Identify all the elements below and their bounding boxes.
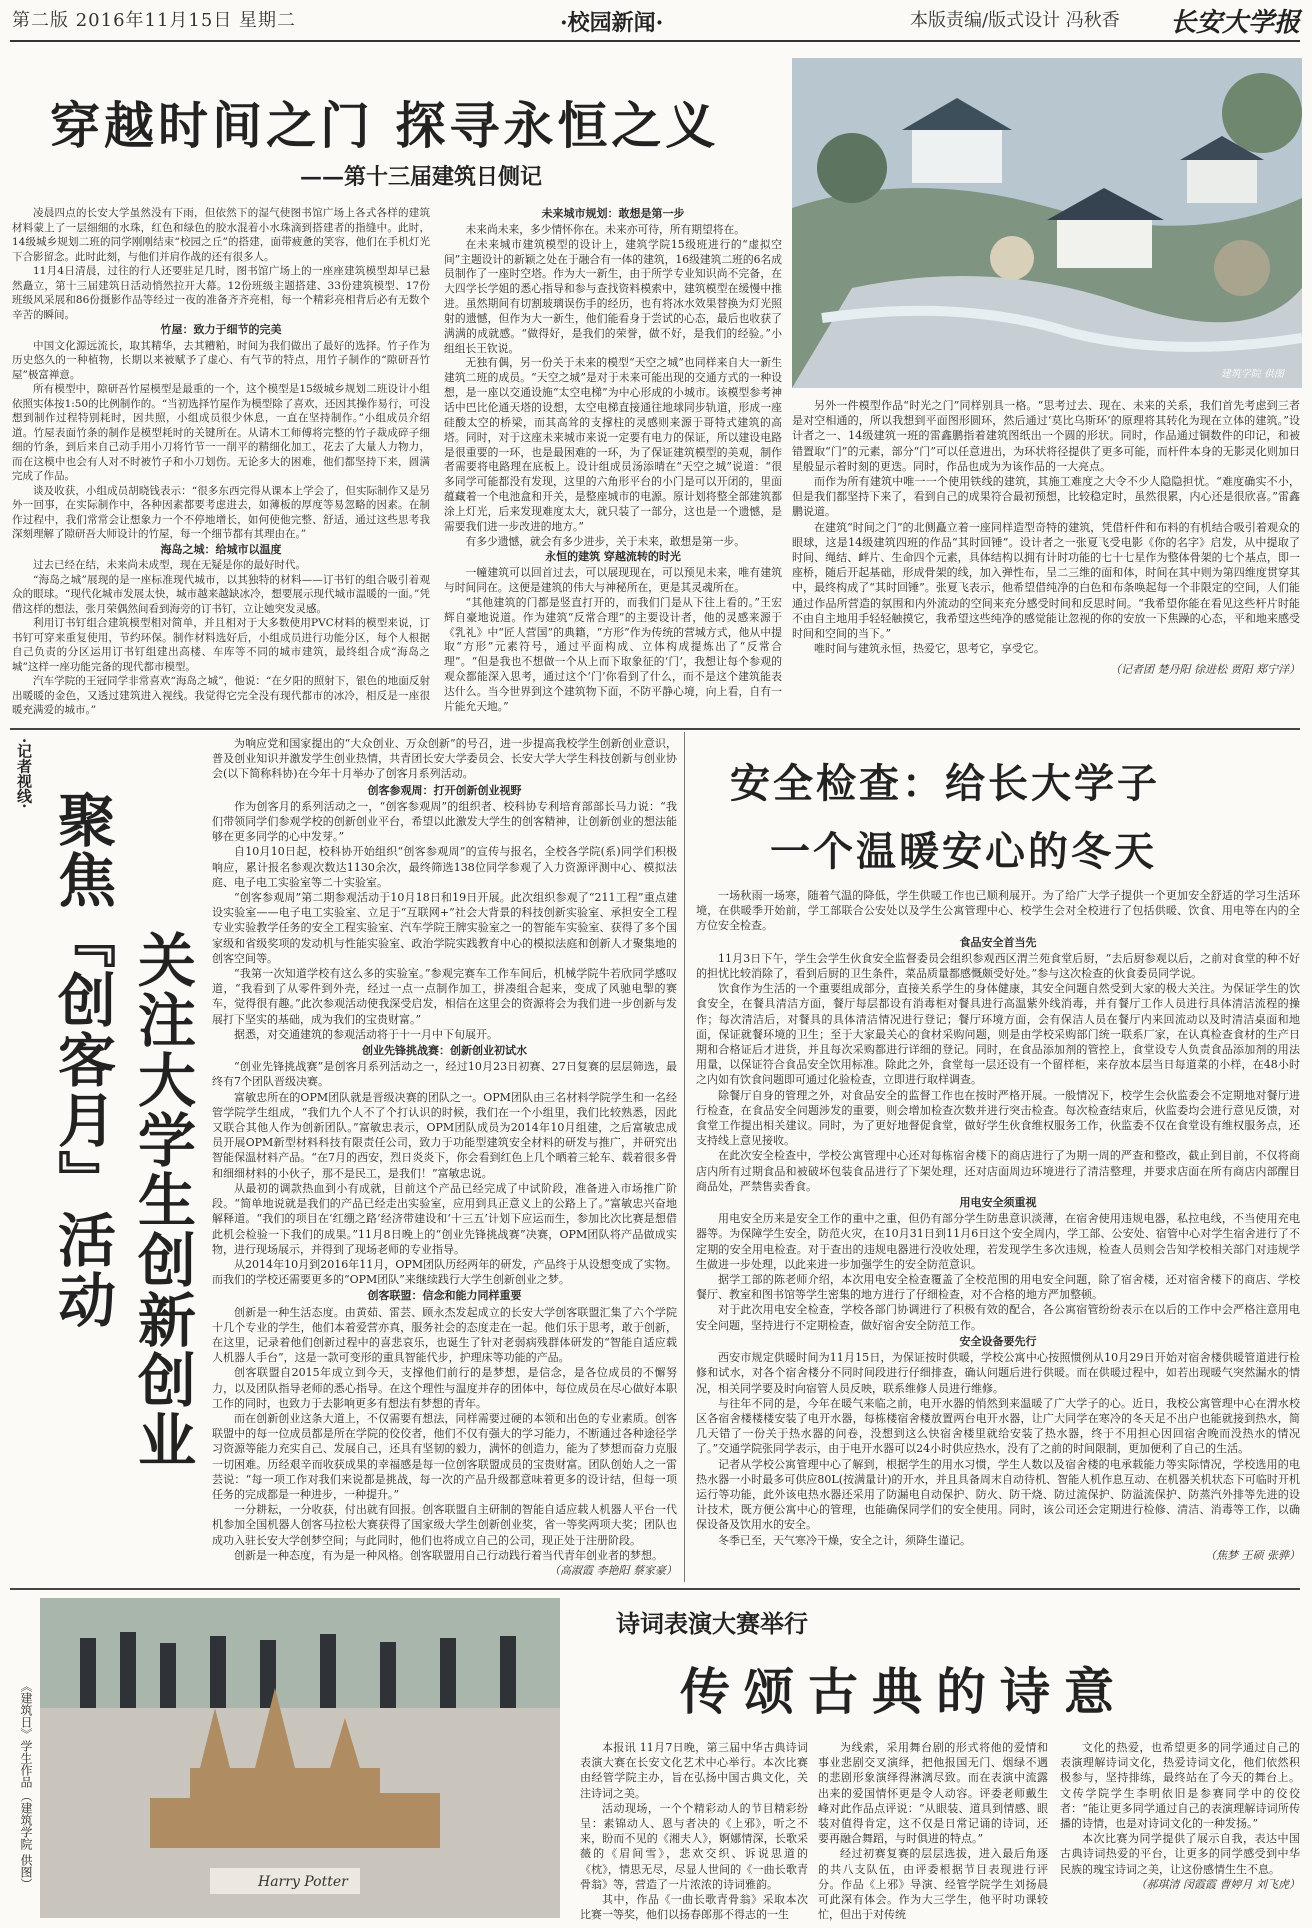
article3-title-line1: 安全检查：给长大学子 xyxy=(730,761,1160,807)
subheading: 永恒的建筑 穿越流转的时光 xyxy=(545,550,681,564)
paragraph: 汽车学院的王冠同学非常喜欢“海岛之城”，他说：“在夕阳的照射下，银色的地面反射出暖暖的金色，又透过建筑进入视线。我觉得它完全没有现代都市的冰冷，相反是一座很暖充满爱的城市。” xyxy=(12,675,430,716)
subheading: 食品安全首当先 xyxy=(959,935,1037,949)
paragraph: 凌晨四点的长安大学虽然没有下雨，但依然下的湿气使图书馆广场上各式各样的建筑材料蒙上了一层细细的水珠，红色和绿色的胶水混着小水珠滴到搭建者的指缝中。此时，14级城乡规划二班的同学刚刚结束“校园之丘”的搭建，面带疲惫的笑容，他们在手机灯光下合影留念。此时此刻，与他们并肩作战的还有很多人。 xyxy=(12,207,430,263)
paragraph: 冬季已至，天气寒冷干燥，安全之计，须降生谨记。 xyxy=(718,1533,971,1547)
paragraph: 用电安全历来是安全工作的重中之重，但仍有部分学生防患意识淡薄，在宿舍使用违规电器，私拉电线，不当使用充电器等。为保障学生安全，防范火灾，在10月31日到11月6日这个安全周内，学工部、公安处、宿管中心对学生宿舍进行了不定期的安全用电检查。对于查出的违规电器进行没收处理，若发现学生多次违规，检查人员则会告知学校相关部门对违规学生做进一步处理，以此来进一步加强学生的安全防范意识。 xyxy=(696,1212,1300,1271)
paragraph: 11月4日清晨，过往的行人还要驻足几时，图书馆广场上的一座座建筑模型却早已悬然矗立，第十三届建筑日活动悄然拉开大幕。12份班级主题搭建、33份建筑模型、17份班级风采展和86份摄影作品等经过一夜的准备齐齐亮相，每一个精彩亮相背后必有无数个辛苦的瞬间。 xyxy=(12,265,430,321)
paragraph: 创新是一种态度，有为是一种风格。创客联盟用自己行动践行着当代青年创业者的梦想。 xyxy=(234,1548,663,1562)
paragraph: 无独有偶，另一份关于未来的模型“天空之城”也同样来自大一新生建筑二班的成员。“天空之城”是对于未来可能出现的交通方式的一种设想，是一座以交通设施“太空电梯”为中心形成的小城市。该模型参考神话中巴比伦通天塔的设想，太空电梯直接通往地球同步轨道，形成一座硅酸太空的桥梁，而其高耸的支撑柱的灵感则来源于哥特式建筑的高塔。同时，对于这座未来城市来说一定要有电力的保证，所以建设电路是很重要的一环，也是最困难的一环，为了保证建筑模型的美观，制作者需要将电路理在底板上。设计组成员汤添晴在“天空之城”说道：“很多同学可能都没有发现，这里的六角形平台的小门是可以开闭的，里面蕴藏着一个电池盒和开关，是整座城市的电源。原计划将整全部建筑都涂上灯光，后来发现难度太大，就只装了一部分，这也是一个遗憾，是需要我们进一步改进的地方。” xyxy=(444,356,782,533)
article4-byline: （郝琪清 闵霞霞 曹婷月 刘飞虎） xyxy=(1135,1877,1300,1891)
paragraph: 据学工部的陈老师介绍，本次用电安全检查覆盖了全校范围的用电安全问题，除了宿舍楼，还对宿舍楼下的商店、学校餐厅、教室和图书馆等学生密集的地方进行了仔细检查，对不合格的地方严加整顿。 xyxy=(696,1273,1300,1302)
paragraph: 创新是一种生活态度。由黄茹、雷芸、顾永杰发起成立的长安大学创客联盟汇集了六个学院十几个专业的学生，他们本着爱营亦真，服务社会的态度走在一起。他们乐于思考，敢于创新，在这里，记录着他们创新过程中的喜悲哀乐，也诞生了针对老弱病残群体研发的“智能自适应载人机器人手台”，这是一款可变形的重具智能代步，护理床等功能的产品。 xyxy=(212,1305,677,1365)
paper-logo: 长安大学报 xyxy=(1170,8,1301,38)
paragraph: 活动现场，一个个精彩动人的节目精彩纷呈：素锦动人、恩与者决的《上邪》，听之不来，盼而不见的《湘夫人》，婀娜情深，长歌采薇的《眉间雪》，悲欢交织、诉说思道的《枕》，情思无尽，尽显人世间的《一曲长歌青骨翁》等，营造了一片浓浓的诗词雅韵。 xyxy=(580,1801,808,1891)
article1-col2 xyxy=(444,206,782,715)
column-divider xyxy=(684,732,685,1582)
paragraph: “我第一次知道学校有这么多的实验室。”参观完赛车工作车间后，机械学院牛若欣同学感叹道，“我看到了从零件到外壳，经过一点一点制作加工，拼凑组合起来，变成了风驰电掣的赛车，觉得很有趣。”此次参观活动使我深受启发，相信在这里会的资源将会为我们进一步创新与发展打下坚实的基础，成为我们的宝贵财富。” xyxy=(212,967,677,1026)
paragraph: 记者从学校公寓管理中心了解到，根据学生的用水习惯，学生人数以及宿舍楼的电承载能力等实际情况，学校选用的电热水器一小时最多可供应80L(按满量计)的开水，并且具备周末自动待机、智能人机作息互动、在机器关机状态下可临时开机运行等功能，此外该电热水器还采用了防漏电自动保护、防火、防干烧、防过流保护、防溢流保护、防蒸汽外排等先进的设计技术，既方便公寓中心的管理，也能确保同学们的安全使用。同时，该公司还会定期进行检修、清洁、消毒等工作，以确保设备及饮用水的安全。 xyxy=(696,1457,1300,1532)
model-village-photo xyxy=(792,58,1302,388)
subheading: 安全设备要先行 xyxy=(959,1334,1037,1348)
article2-kicker: ·记者视线· xyxy=(15,738,33,809)
paragraph: 据悉，对交通建筑的参观活动将于十一月中下旬展开。 xyxy=(234,1027,498,1041)
article1-subtitle: ——第十三届建筑日侧记 xyxy=(300,164,543,190)
subheading: 未来城市规划：敢想是第一步 xyxy=(541,207,685,220)
paragraph: 从2014年10月到2016年11月，OPM团队历经两年的研发，产品终于从设想变成了实物。而我们的学校还需要更多的“OPM团队”来继续践行大学生创新创业之梦。 xyxy=(212,1257,677,1287)
paragraph: 经过初赛复赛的层层选拔，进入最后角逐的共八支队伍，由评委根据节目表现进行评分。作品《上邪》导演、经管学院学生刘扬晨可此深有体会。作为大三学生，他平时功课较忙，但出于对传统 xyxy=(818,1847,1048,1922)
paragraph: 所有模型中，隙研吾竹屋模型是最重的一个，这个模型是15级城乡规划二班设计小组依照实体按1:50的比例制作的。“当初选择竹屋作为模型除了喜欢，还因其操作易行，可没想到制作过程特别耗时，因共照，小组成员很少休息，一直在坚持制作。”小组成员介绍道。竹屋表面竹条的制作是模型耗时的关键所在。从请木工师傅将完整的竹子裁成碎子细细的竹条，到后来自己动手用小刀将竹节一一削平的精细化加工，花去了大量人力物力，而在这模中也会有人对不时被竹子和小刀划伤。无论多大的困难，他们都坚持下来，圆满完成了作品。 xyxy=(12,383,430,482)
paragraph: 另外一件模型作品“时光之门”同样别具一格。“思考过去、现在、未来的关系，我们首先考虑到三者是对空相通的，所以我想到平面图形圆环，然后通过‘莫比乌斯环’的原理将其转化为现在立体的建筑。”设计者之一、14级建筑一班的雷鑫鹏指着建筑图纸出一个圆的形状。同时，作品通过铜数件的印记，和被错置取“门”的元素，部分“门”可以任意进出，为环状将径提供了更多可能，而杆件本身的无影灵化则加日星般显示着时刻的更迭。同时，作品也成为为该作品的一大亮点。 xyxy=(792,399,1300,473)
edition-line: 第二版 2016年11月15日 星期二 xyxy=(12,10,297,31)
article4-col1 xyxy=(580,1740,808,1922)
paragraph: “创客参观周”第二期参观活动于10月18日和19日开展。此次组织参观了“211工程”重点建设实验室——电子电工实验室、立足于“互联网+”社会大背景的科技创新实验室、承担安全工程专业实验教学任务的安全工程实验室、汽车学院王牌实验室之一的智能车实验室、获得了多个国家级和省级奖项的发动机与性能实验室、政治学院实践教育中心的模拟法庭和创新人才聚集地的创客空间等。 xyxy=(212,891,677,965)
article4-col3 xyxy=(1060,1740,1300,1892)
paragraph: 创客联盟自2015年成立到今天，支撑他们前行的是梦想，是信念，是各位成员的不懈努力，以及团队指导老师的悉心指导。在这个理性与温度并存的团体中，每位成员在尽心做好本职工作的同时，也致力于去影响更多有想法有梦想的青年。 xyxy=(212,1366,677,1410)
paragraph: 在未来城市建筑模型的设计上，建筑学院15级班进行的“虚拟空间”主题设计的新颖之处在于融合有一体的建筑，16级建筑二班的6名成员制作了一座时空塔。作为大一新生，由于所学专业知识尚不完备，在大四学长学姐的悉心指导和参与查找资料模索中，建筑模型在缓慢中推进。虽然期间有切割玻璃误伤手的经历，也有将冰水效果替换为灯光照射的遗憾，但作为大一新生，他们能看身于尝试的心态，最后也收获了满满的成就感。“做得好，是我们的荣誉，做不好，是我们的经验。”小组组长王钦说。 xyxy=(444,237,782,355)
divider xyxy=(10,728,1300,730)
paragraph: “海岛之城”展现的是一座标准现代城市，以其独特的材料——订书钉的组合吸引着观众的眼球。“现代化城市发展太快，城市越来越缺冰冷，想要展示现代城市温暖的一面。”凭借这样的想法，张月荣偶然间看到海旁的订书钉，立让她突发灵感。 xyxy=(12,573,430,615)
paragraph: 一分耕耘，一分收获，付出就有回报。创客联盟自主研制的智能自适应载人机器人平台一代机参加全国机器人创客马拉松大赛获得了国家级大学生创新创业奖，省一等奖两项大奖；团队也成功入驻长安大学创梦空间；与此同时，他们也将成立自己的公司，现正处于注册阶段。 xyxy=(212,1503,677,1547)
article4-col2 xyxy=(818,1740,1048,1922)
article3-byline: （焦梦 王硕 张骅） xyxy=(1205,1548,1300,1562)
article4-kicker: 诗词表演大赛举行 xyxy=(616,1609,808,1638)
model-sign: Harry Potter xyxy=(258,1874,348,1890)
paragraph: 而在创新创业这条大道上，不仅需要有想法，同样需要过硬的本领和出色的专业素质。创客联盟中的每一位成员都是所在学院的佼佼者，他们不仅有强大的学习能力，不断通过各种途径学习资源等能力充实自己、发展自己，还具有坚韧的毅力，满怀的创造力，能为了梦想而奋力克服一切困难。历经艰辛而收获成果的幸福感是每一位创客联盟成员的宝贵财富。团队创始人之一雷芸说：“每一项工作对我们来说都是挑战，每一次的产品升级都意味着更多的设计结，但每一项任务的完成都是一种进步，一种提升。” xyxy=(212,1411,677,1501)
paragraph: 一幢建筑可以回首过去，可以展现现在，可以预见未来，唯有建筑与时间同在。这便是建筑的伟大与神秘所在，更是其灵魂所在。 xyxy=(444,566,782,595)
paragraph: 有多少遗憾，就会有多少进步，关于未来，敢想是第一步。 xyxy=(465,534,746,548)
paragraph: 其中，作品《一曲长歌青骨翁》采取本次比赛一等奖，他们以扬春郎那不得志的一生 xyxy=(580,1893,808,1922)
paragraph: “其他建筑的门都是竖直打开的，而我们门是从下往上看的。”王宏辉自豪地说道。作为建筑“反常合理”的主要设计者，他的灵感来源于《乳礼》中“匠人营国”的典籍，“方形”作为传统的营城方式，他从中提取“方形”元素符号，通过平面构成、立体构成提炼出了“反常合理”。“但是我也不想做一个从上而下取象征的‘门’，我想让每个参观的观众都能深入思考，通过这个‘门’你看到了什么，而不是这个建筑能表达什么。当今世界到这个建筑物下面，不防平静心境，向上看，自有一片能允天地。” xyxy=(444,595,782,713)
article4-photo-credit: （建筑学院 供图） xyxy=(19,1790,33,1890)
paragraph: 富敏忠所在的OPM团队就是晋级决赛的团队之一。OPM团队由三名材料学院学生和一名经管学院学生组成，“我们九个人不了个打认识的时候，我们在一个小组里，我们比较熟悉，因此又联合其他人作为创新团队。”富敏忠表示，OPM团队成员为2014年10月组建，之后富敏忠成员开展OPM新型材料科技有限责任公司，致力于功能型建筑安全材料的研发与推广，并研究出智能保温材料产品。“在7月的西安，烈日炎炎下，你会看到红色上几个晒着三轮车、载着很多骨和细细材料的小伙子，那不是民工，是我们！”富敏忠说。 xyxy=(212,1090,677,1180)
article2-text xyxy=(212,736,677,1578)
paragraph: 中国文化源远流长，取其精华，去其糟粕，时间为我们做出了最好的选择。竹子作为历史悠久的一种植物，长期以来被赋予了虚心、有气节的特点，用竹子制作的“隙研吾竹屋”极富禅意。 xyxy=(12,339,430,381)
section-name: ·校园新闻· xyxy=(560,10,664,36)
paragraph: 自10月10日起，校科协开始组织“创客参观周”的宣传与报名，全校各学院(系)同学们积极响应，累计报名参观次数达1130余次，最终筛选138位同学参观了入力资源评测中心、模拟法庭、电子电工实验室等二十实验室。 xyxy=(212,845,677,889)
paragraph: 而作为所有建筑中唯一一个使用铁线的建筑，其施工难度之大令不少人隐隐担忧。“难度确实不小，但是我们都坚持下来了，看到自己的成果符合最初预想，比较稳定时，虽然很累，内心还是很欣喜。”雷鑫鹏说道。 xyxy=(792,475,1300,519)
article2-byline: （高淑霞 李艳阳 蔡家豪） xyxy=(549,1563,677,1577)
paragraph: 西安市规定供暖时间为11月15日，为保证按时供暖，学校公寓中心按照惯例从10月29日开始对宿舍楼供暖管道进行检修和试水，对各个宿舍楼分不同时间段进行仔细排查，确认问题后进行供暖。而在供暖过程中，如若出现暖气突然漏水的情况，相关同学要及时向宿管人员反映，联系维修人员进行维修。 xyxy=(696,1351,1300,1395)
paragraph: 过去已经在结，未来尚未成型，现在无疑是你的最好时代。 xyxy=(33,559,306,571)
hogwarts-model-photo xyxy=(40,1598,560,1918)
paragraph: 本报讯 11月7日晚，第三届中华古典诗词表演大赛在长安文化艺术中心举行。本次比赛由经管学院主办，旨在弘扬中国古典文化，关注诗词之美。 xyxy=(580,1741,808,1800)
paragraph: 文化的热爱，也希望更多的同学通过自己的表演理解诗词文化，热爱诗词文化，他们依然积极参与，坚持排练，最终站在了今天的舞台上。文传学院学生李明依旧是参赛同学中的佼佼者：“能让更多同学通过自己的表演理解诗词所传播的诗情，也是对诗词文化的一种发扬。” xyxy=(1060,1741,1300,1831)
article1-title: 穿越时间之门 探寻永恒之义 xyxy=(50,97,720,155)
article1-byline: （记者团 楚丹阳 徐进松 贾阳 郑宁洋） xyxy=(1110,663,1300,677)
paragraph: 饮食作为生活的一个重要组成部分，直接关系学生的身体健康，其安全问题自然受到大家的极大关注。为保证学生的饮食安全，在餐具清洁方面，餐厅每层都设有消毒柜对餐具进行高温紫外线消毒，并有餐厅工作人员进行具体清洁流程的操作；每次清洁后，对餐具的具体清洁情况进行登记；餐厅环境方面，会有保洁人员在餐厅内来回流动以及时清洁桌面和地面，保证就餐环境的卫生；至于大家最关心的食材采购问题，则是由学校采购部门统一联系厂家，在认真检查食材的生产日期和合格证后才进货，并且每次采购都进行详细的登记。同时，在食品添加剂的管控上，食堂设专人负责食品添加剂的用法用量，以保证符合食品安全饮用标准。除此之外，食堂每一层还设有一个留样柜，来存放本层当日每道菜的小样，在48小时之内如有饮食问题即可通过化验检查，立即进行取样调查。 xyxy=(696,982,1300,1087)
paragraph: 作为创客月的系列活动之一，“创客参观周”的组织者、校科协专利培育部部长马力说：“我们带领同学们参观学校的创新创业平台，希望以此激发大学生的创客精神，让创新创业的想法能够在更多同学的心中发芽。” xyxy=(212,799,677,844)
paragraph: 除餐厅自身的管理之外，对食品安全的监督工作也在按时严格开展。一般情况下，校学生会伙监委会不定期地对餐厅进行检查，在食品安全问题涉发的重要，则会增加检查次数并进行突击检查。每次检查结束后，伙监委均会进行意见反馈，对食堂工作提出相关建议。同时，为了更好地督促食堂，做好学生伙食维权服务工作，伙监委不仅在食堂设有维权服务点，还支持线上意见接收。 xyxy=(696,1088,1300,1148)
article1-photo-credit: 建筑学院 供图 xyxy=(1220,369,1284,380)
subheading: 创业先锋挑战赛：创新创业初试水 xyxy=(362,1044,527,1058)
subheading: 用电安全须重视 xyxy=(959,1196,1037,1210)
subheading: 竹屋：致力于细节的完美 xyxy=(160,323,282,336)
editor-credit: 本版责编/版式设计 冯秋香 xyxy=(910,10,1120,31)
divider xyxy=(10,1588,1300,1590)
masthead-rule xyxy=(10,40,1300,42)
paragraph: 未来尚未来，多少情怀你在。未来亦可待，所有期望将在。 xyxy=(465,222,746,236)
article4-title: 传颂古典的诗意 xyxy=(680,1662,1128,1721)
article2-title-a: 聚焦『创客月』活动 xyxy=(48,790,116,1330)
paragraph: 为响应党和国家提出的“大众创业、万众创新”的号召，进一步提高我校学生创新创业意识，普及创业知识并激发学生创业热情，共青团长安大学委员会、长安大学大学生科技创新与创业协会(以下简称科协)在今年十月举办了创客月系列活动。 xyxy=(212,737,677,781)
paragraph: 利用订书钉组合建筑模型相对简单，并且相对于大多数使用PVC材料的模型来说，订书钉可穿来重复使用，节约环保。制作材料选好后，小组成员进行功能分区，每个人根据自己负责的分区运用订书钉组建出高楼、车库等不同的城市建筑，最终组合成“海岛之城”这样一座功能完备的现代都市模型。 xyxy=(12,617,430,673)
paragraph: “创业先锋挑战赛”是创客月系列活动之一，经过10月23日初赛、27日复赛的层层筛选，最终有7个团队晋级决赛。 xyxy=(212,1060,677,1089)
paragraph: 从最初的调款热血到小有成就，目前这个产品已经完成了中试阶段，准备进入市场推广阶段。“简单地说就是我们的产品已经走出实验室，应用到具正意义上的公路上了。”富敏忠兴奋地解释道。“我们的项目在‘红绷之路’经济带建设和‘十三五’计划下应运而生，参加比次比赛是想借此机会检验一下我们的成果。”11月8日晚上的“创业先锋挑战赛”决赛，OPM团队将产品做成实物，进行现场展示，并得到了现场老师的专业指导。 xyxy=(212,1181,677,1256)
model-village-illustration xyxy=(792,58,1302,388)
hogwarts-model-illustration xyxy=(40,1598,560,1918)
paragraph: 一场秋雨一场寒，随着气温的降低，学生供暖工作也已顺利展开。为了给广大学子提供一个更加安全舒适的学习生活环境，在供暖季开始前，学工部联合公安处以及学生公寓管理中心、校学生会对全校进行了包括供暖、饮食、用电等在内的全方位安全检查。 xyxy=(696,889,1300,933)
article3-text xyxy=(696,888,1300,1563)
article1-col1 xyxy=(12,206,430,718)
paragraph: 对于此次用电安全检查，学校各部门协调进行了积极有效的配合，各公寓宿管纷纷表示在以后的工作中会严格注意用电安全问题，坚持进行不定期检查，做好宿舍安全防范工作。 xyxy=(696,1303,1300,1332)
subheading: 创客联盟：信念和能力同样重要 xyxy=(367,1289,522,1303)
paragraph: 唯时间与建筑永恒，热爱它，思考它，享受它。 xyxy=(814,642,1045,656)
paragraph: 谈及收获，小组成员胡晓钱表示：“很多东西完得从课本上学会了，但实际制作又是另外一回事，在实际制作中，各种因素都要考虑进去，如薄板的厚度等易忽略的因素。在制作过程中，我们常常会让想象力一个不停地增长，如何使他完整、舒适，通过这些思考我深刻理解了隙研吾大师设计的竹屋，每一个细节都有其理由在。” xyxy=(12,484,430,540)
article3-title-line2: 一个温暖安心的冬天 xyxy=(770,829,1157,875)
paragraph: 与往年不同的是，今年在暖气来临之前，电开水器的悄然到来温暖了广大学子的心。近日，我校公寓管理中心在渭水校区各宿舍楼楼楼安装了电开水器，每栋楼宿舍楼放置两台电开水器，让广大同学在寒冷的冬天足不出户也能就接到热水，简几天错了一份关于热水器的问卷，没想到这么快宿舍楼里就给安装了热水器，终于不用担心因回宿舍晚而没热水的情况了。”交通学院张同学表示，由于电开水器可以24小时供应热水，没有了之前的时间限制，更加便利了自己的生活。 xyxy=(696,1396,1300,1456)
paragraph: 在建筑“时间之门”的北侧矗立着一座同样造型奇特的建筑，凭借杆件和布料的有机结合吸引着观众的眼球，这是14级建筑四班的作品“其时回锤”。设计者之一张夏飞受电影《你的名字》启发，从中提取了时间、绳结、衅片、生命四个元素，具体结构以拥有计时功能的七十七星作为整体骨架的七个基点，即一座桥，随后开起基础，形成骨架的线，加入弹性布，呈二三维的面和体，时间在其中则为第四维度贯穿其中，最终构成了“其时回锤”。张夏飞表示，他希望借纯净的白色和布条唤起每一个非限定的空间，人们能通过作品所营造的氛围和内外流动的空间来充分感受时间和反思时间。“我希望你能在看见这些杆片时能不由自主地用手轻轻触摸它，我希望这些纯净的感觉能让忽视的你的安放一下焦躁的心态，平和地来感受时间和空间的当下。” xyxy=(792,520,1300,641)
paragraph: 为线索，采用舞台剧的形式将他的爱情和事业悲剧交叉演绎，把他报国无门、烟绿不遇的悲剧形象演绎得淋漓尽致。而在表演中流露出来的爱国情怀更是令人动容。评委老师戴生峰对此作品点评说：“从眼装、道具到情感、眼装对值得肯定，这不仅是日常记诵的诗词，还要再融合舞蹈，与时俱进的特点。” xyxy=(818,1741,1048,1846)
article2-title-b: 关注大学生创新创业 xyxy=(128,930,196,1470)
paragraph: 11月3日下午，学生会学生伙食安全监督委员会组织参观西区渭兰苑食堂后厨，“去后厨参观以后，之前对食堂的种不好的担忧比较消除了，看到后厨的卫生条件，菜品质量都感慨颇受好处。”参与这次检查的伙食委员同学说。 xyxy=(696,951,1300,981)
subheading: 创客参观周：打开创新创业视野 xyxy=(367,783,522,797)
article1-col3 xyxy=(792,398,1300,678)
subheading: 海岛之城：给城市以温度 xyxy=(160,542,282,556)
paragraph: 在此次安全检查中，学校公寓管理中心还对每栋宿舍楼下的商店进行了为期一周的严查和整改，截止到目前，不仅将商店内所有过期食品和被破坏包装食品进行了下架处理，还对店面周边环境进行了清洁整理，并要求店面在所有商店内部醒目商品处，严禁售卖香食。 xyxy=(696,1149,1300,1193)
article4-photo-label: 《建筑日》学生作品 xyxy=(19,1680,33,1788)
paragraph: 本次比赛为同学提供了展示自我，表达中国古典诗词热爱的平台，让更多的同学感受到中华民族的瑰宝诗词之美，让这份感情生生不息。 xyxy=(1060,1832,1300,1876)
